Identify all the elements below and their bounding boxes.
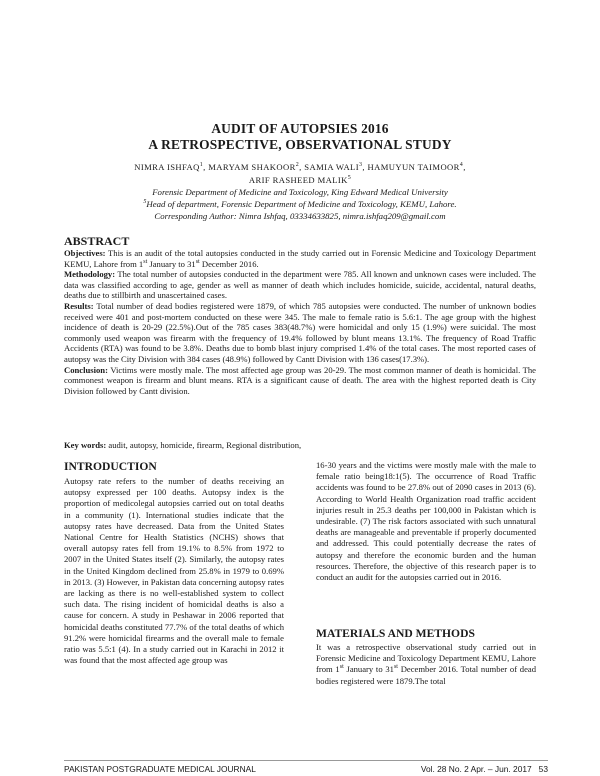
author-name: NIMRA ISHFAQ xyxy=(134,162,200,172)
corresponding-author: Corresponding Author: Nimra Ishfaq, 03334633825, nimra.ishfaq209@gmail.com xyxy=(154,211,446,221)
page-footer xyxy=(64,760,548,774)
methods-heading: MATERIALS AND METHODS xyxy=(316,627,475,640)
introduction-text: Autopsy rate refers to the number of deaths receiving an autopsy expressed per 100 deaths. Autopsy index is the proportion of medicolegal autopsies carried out on total deaths in a community (1). International studies indicate that the autopsy rates have decreased. Data from the United States National Centre for Health Statistics (NCHS) shows that overall autopsy rates fell from 19.1% to 8.5% from 1972 to 2007 in the United States itself (2). Similarly, the autopsy rates in the United Kingdom declined from 25.8% in 1979 to 0.69% in 2013. (3) However, in Pakistan data concerning autopsy rates are lacking as there is no well-established system to collect such data. The rising incident of homicidal deaths is also a cause for concern. A study in Peshawar in 2006 reported that homicidal deaths constituted 77.7% of the total deaths of which 91.2% were homicidal firearms and the overall male to female ratio was 5.5:1 (4). In a study carried out in Karachi in 2012 it was found that the most affected age group was xyxy=(64,476,284,666)
author-list-line2: ARIF RASHEED MALIK$^5$ xyxy=(248,175,352,185)
abstract-objectives: Objectives: This is an audit of the total autopsies conducted in the study carried out in Forensic Medicine and Toxicology Department KEMU, Lahore from 1st January to 31st December 2016. xyxy=(64,248,536,269)
introduction-text-continued: 16-30 years and the victims were mostly male with the male to female ratio being18:1(5). The occurrence of Road Traffic accidents was found to be 27.8% out of 2090 cases in 2013 (6). According to World Health Organization road traffic accident injuries result in 25.3 deaths per 100,000 in Pakistan which is undesirable. (7) The risk factors associated with such unnatural deaths are manageable and preventable if properly documented and addressed. This could potentially decrease the rates of autopsy and therefore the economic burden and the human resources. Therefore, the objective of this research paper is to conduct an audit for the autopsies carried out in 2016. xyxy=(316,460,536,583)
author-list: NIMRA ISHFAQ$^1$, MARYAM SHAKOOR$^2$, SAMIA WALI$^3$, HAMUYUN TAIMOOR$^4$, xyxy=(134,162,466,172)
abstract-heading: ABSTRACT xyxy=(64,234,130,248)
methods-text: It was a retrospective observational study carried out in Forensic Medicine and Toxicology Department KEMU, Lahore from 1st January to 31st December 2016. Total number of dead bodies registered were 1879.The total xyxy=(316,642,537,686)
abstract-body xyxy=(64,248,536,396)
author-name: ARIF RASHEED MALIK xyxy=(248,175,348,185)
abstract-results: Results: Total number of dead bodies registered were 1879, of which 785 autopsies were conducted. The number of unknown bodies received were 401 and post-mortem conducted on these were 345. The male to female ratio is 5.6:1. The age group with the highest incidence of death is 20-29 (22.5%).Out of the 785 cases 383(48.7%) were homicidal and only 15 (1.9%) were suicidal. The most commonly used weapon was firearm with the frequency of 19.4% followed by blunt means 13.1%. The frequency of Road Traffic Accidents (RTA) was found to be 3.8%. Deaths due to bomb blast injury comprised 1.4% of the total cases. The most reported cases of autopsy was the City Division with 384 cases (48.9%) followed by Cantt Division with 136 cases(17.3%). xyxy=(64,300,536,364)
journal-name: PAKISTAN POSTGRADUATE MEDICAL JOURNAL xyxy=(64,764,256,774)
page-number: 53 xyxy=(538,764,548,774)
affiliation-2: $^5$Head of department, Forensic Department of Medicine and Toxicology, KEMU, Lahore. xyxy=(143,199,457,209)
paper-title-line2: A RETROSPECTIVE, OBSERVATIONAL STUDY xyxy=(148,137,452,152)
author-name: HAMUYUN TAIMOOR xyxy=(367,162,460,172)
author-name: SAMIA WALI xyxy=(304,162,359,172)
affiliation-1: Forensic Department of Medicine and Toxicology, King Edward Medical University xyxy=(152,187,448,197)
keywords: Key words: audit, autopsy, homicide, firearm, Regional distribution, xyxy=(64,440,302,450)
introduction-heading: INTRODUCTION xyxy=(64,460,157,473)
issue-info: Vol. 28 No. 2 Apr. – Jun. 2017 53 xyxy=(420,764,548,774)
abstract-conclusion: Conclusion: Victims were mostly male. The most affected age group was 20-29. The most common manner of death is homicidal. The commonest weapon is firearm and blunt means. RTA is a significant cause of death. The area with the highest reported death is City Division followed by Cantt division. xyxy=(64,364,536,396)
paper-title-line1: AUDIT OF AUTOPSIES 2016 xyxy=(211,121,389,136)
author-name: MARYAM SHAKOOR xyxy=(208,162,296,172)
abstract-methodology: Methodology: The total number of autopsies conducted in the department were 785. All known and unknown cases were included. The data was classified according to age, gender as well as manner of death which includes homicide, suicide, accidental, natural deaths, deaths due to stillbirth and unascertained cases. xyxy=(64,269,536,301)
